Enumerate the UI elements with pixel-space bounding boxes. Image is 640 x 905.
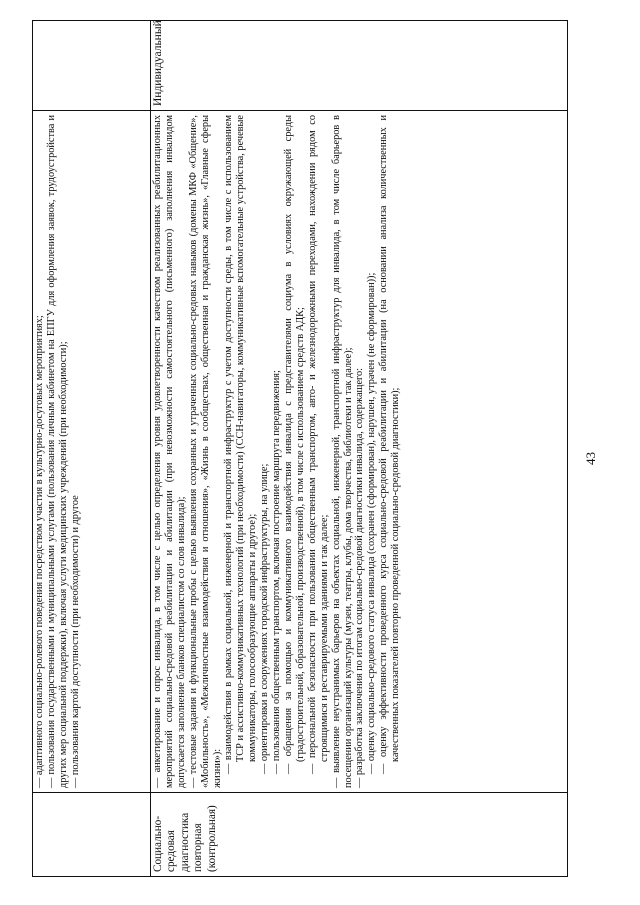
form-type-label: Индивидуальный <box>151 21 568 111</box>
sub-list-item: — пользования общественным транспортом, включая построение маршрута передвижения; <box>271 370 283 774</box>
row1-content-cell <box>33 111 151 793</box>
list-item: — разработка заключения по итогам социально-средовой диагностики инвалида, содержащего: <box>354 368 366 788</box>
list-item: — анкетирование и опрос инвалида, в том числе с целью определения уровня удовлетворенности качеством реализованных реабилитационных мероприятий социально-средовой реабилитации и абилитации (при невозможности самостоятельного (письменного) заполнения инвалидом допускается заполнение бланков специалистом со слов инвалида); <box>152 115 187 788</box>
list-item: — выявление неустранимых барьеров на объектах социальной, инженерной, транспортной инфраструктур для инвалида, в том числе барьеров в посещении организаций культуры (музеи, театры, клубы, дома творчества, библиотеки и так далее); <box>330 115 354 788</box>
table-row <box>151 21 568 877</box>
list-item: — пользования государственными и муниципальными услугами (пользования личным кабинетом на ЕПГУ для оформления заявок, трудоустройства и других мер социальной поддержки), включая услуги медицинских учреждений (при необходимости); <box>45 115 69 788</box>
sub-list-item: — оценку социально-средового статуса инвалида (сохранен (сформирован), нарушен, утрачен (не сформирован)); <box>366 272 378 774</box>
row1-stage-cell <box>33 793 151 877</box>
table-row <box>33 21 151 877</box>
stage-label: Социально-средовая диагностика повторная (контрольная) <box>151 793 568 877</box>
sub-list-item: — оценку эффективности проведенного курса социально-средовой реабилитации и абилитации (на основании анализа количественных и качественных показателей повторно проведенной социально-средовой диагностики); <box>378 115 402 774</box>
list-item: — пользования картой доступности (при необходимости) и другое <box>69 495 81 788</box>
row1-form-cell <box>33 21 151 111</box>
list-item: — тестовые задания и функциональные пробы с целью выявления сохранных и утраченных социально-средовых навыков (домены МКФ «Общение», «Мобильность», «Межличностные взаимодействия и отношения», «Жизнь в сообществах, общественная и гражданская жизнь», «Главные сферы жизни»): <box>187 115 223 788</box>
sub-list-item: — обращения за помощью и коммуникативного взаимодействия инвалида с представителями социума в условиях окружающей среды (градостроительной, образовательной, производственной), в том числе с использованием средств АДК; <box>282 115 306 774</box>
sub-list-item: — ориентировки в сооружениях городской инфраструктуры, на улице; <box>259 463 271 774</box>
rehabilitation-table <box>32 20 568 877</box>
sub-list-item: — взаимодействия в рамках социальной, инженерной и транспортной инфраструктур с учетом доступности среды, в том числе с использованием ТСР и ассистивно-коммуникативных технологий (при необходимости) (ССН-навигаторы, коммуникативные вспомогательные устройства, речевые коммуникаторы, голосообразующие аппараты и другое); <box>223 115 259 774</box>
sub-list-item: — персональной безопасности при пользовании общественным транспортом, авто- и железнодорожными переходами, нахождении рядом со строящимися и реставрируемыми зданиями и так далее; <box>306 115 330 774</box>
row2-content-cell <box>151 111 568 793</box>
list-item: — адаптивного социально-ролевого поведения посредством участия в культурно-досуговых мероприятиях; <box>34 315 45 788</box>
page-number: 43 <box>583 452 598 465</box>
